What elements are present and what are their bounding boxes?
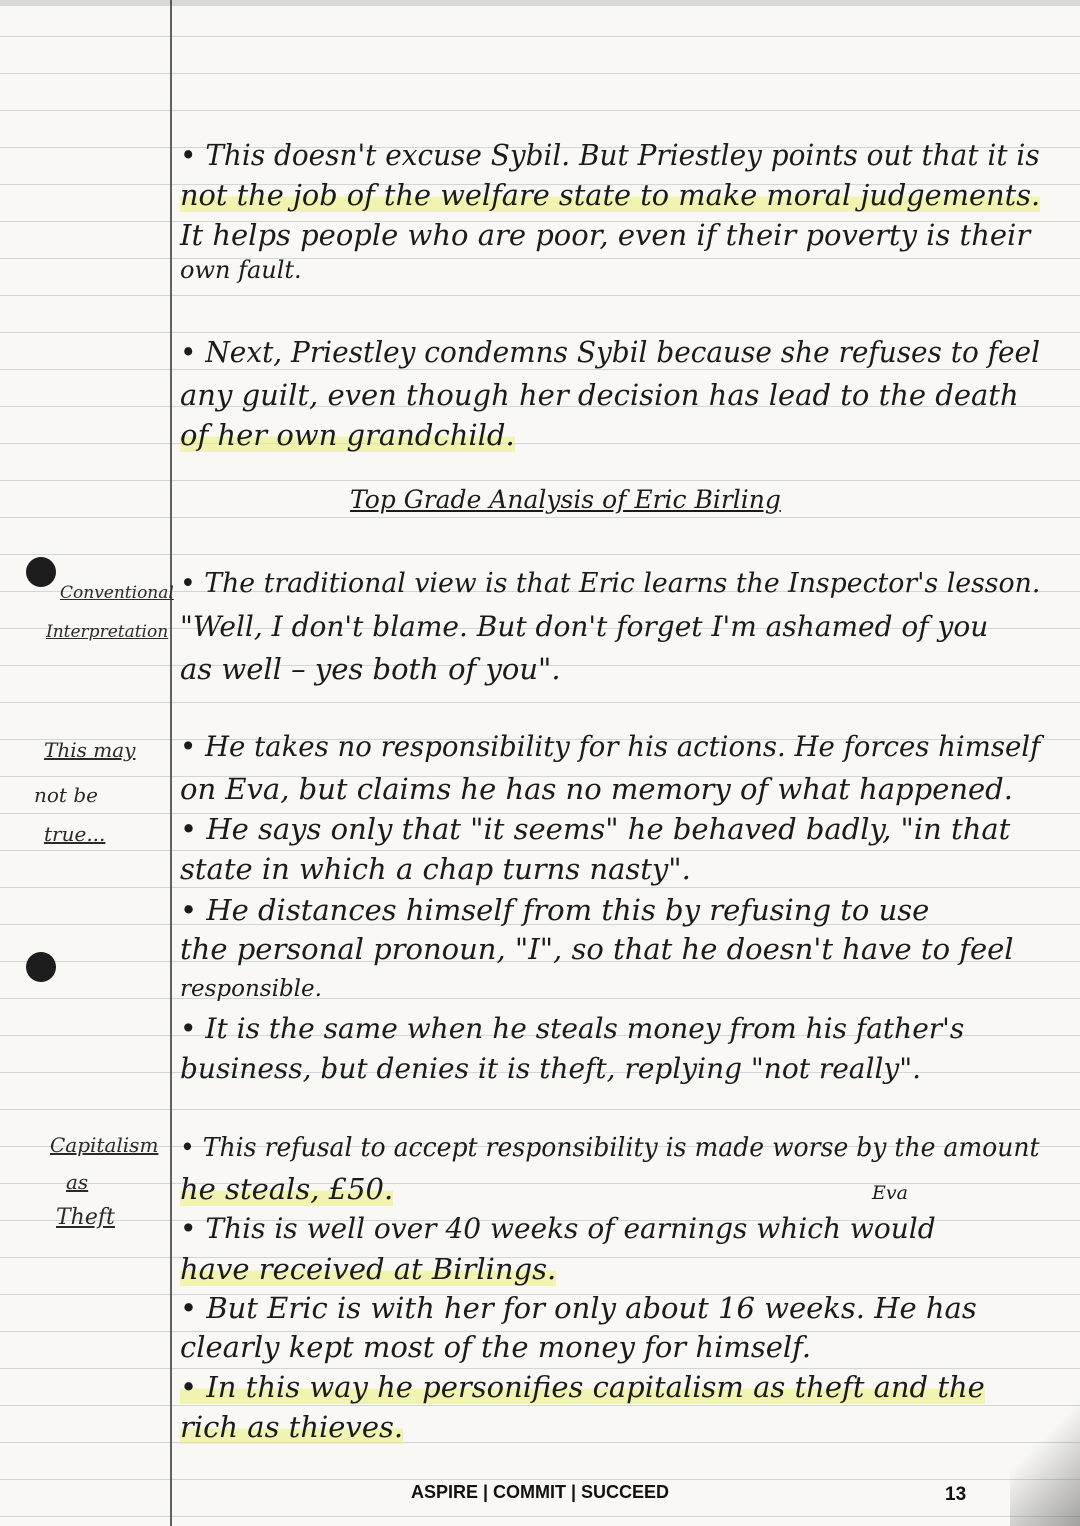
text-line: any guilt, even though her decision has lead to the death	[180, 378, 1019, 412]
text-line: of her own grandchild.	[180, 418, 515, 452]
text-line: • This is well over 40 weeks of earnings which would	[180, 1212, 936, 1245]
punch-hole	[26, 952, 56, 982]
text-line: rich as thieves.	[180, 1410, 404, 1444]
text-line: • Next, Priestley condemns Sybil because she refuses to feel	[180, 335, 1041, 369]
punch-hole	[26, 557, 56, 587]
text-line: • This refusal to accept responsibility is made worse by the amount	[180, 1133, 1040, 1163]
margin-note: Theft	[56, 1205, 115, 1230]
text-line: • He takes no responsibility for his actions. He forces himself	[180, 730, 1041, 763]
margin-note: as	[66, 1170, 89, 1194]
text-line: own fault.	[180, 256, 302, 284]
margin-note: Capitalism	[50, 1133, 159, 1157]
text-line: on Eva, but claims he has no memory of what happened.	[180, 772, 1013, 806]
margin-note: Interpretation	[46, 622, 169, 642]
quote-line: "Well, I don't blame. But don't forget I'm ashamed of you	[180, 610, 989, 643]
insert-note: Eva	[872, 1182, 908, 1204]
page-number: 13	[945, 1484, 967, 1505]
text-line: • He distances himself from this by refusing to use	[180, 893, 930, 927]
margin-note: true...	[44, 822, 106, 846]
text-line: business, but denies it is theft, replying "not really".	[180, 1052, 922, 1085]
margin-rule	[170, 0, 172, 1526]
page-top-edge	[0, 0, 1080, 6]
text-line: • In this way he personifies capitalism as theft and the	[180, 1370, 985, 1404]
text-line: clearly kept most of the money for himself.	[180, 1330, 812, 1364]
text-line: have received at Birlings.	[180, 1252, 557, 1286]
margin-note: not be	[34, 783, 98, 807]
text-line: • This doesn't excuse Sybil. But Priestley points out that it is	[180, 138, 1040, 172]
text-line: the personal pronoun, "I", so that he doesn't have to feel	[180, 932, 1014, 966]
text-line: • It is the same when he steals money from his father's	[180, 1012, 965, 1045]
page-corner-shadow	[1010, 1386, 1080, 1526]
quote-line: as well – yes both of you".	[180, 652, 561, 686]
text-line: state in which a chap turns nasty".	[180, 852, 691, 886]
section-title: Top Grade Analysis of Eric Birling	[350, 485, 781, 514]
text-line: not the job of the welfare state to make moral judgements.	[180, 178, 1041, 212]
text-line: • He says only that "it seems" he behaved badly, "in that	[180, 812, 1011, 846]
text-line: he steals, £50.	[180, 1172, 394, 1206]
margin-note: This may	[44, 738, 136, 762]
text-line: • The traditional view is that Eric learns the Inspector's lesson.	[180, 568, 1041, 599]
text-line: responsible.	[180, 976, 322, 1002]
footer-motto: ASPIRE | COMMIT | SUCCEED	[410, 1482, 670, 1502]
text-line: It helps people who are poor, even if their poverty is their	[180, 218, 1031, 252]
margin-note: Conventional	[60, 583, 174, 603]
text-line: • But Eric is with her for only about 16 weeks. He has	[180, 1291, 977, 1325]
